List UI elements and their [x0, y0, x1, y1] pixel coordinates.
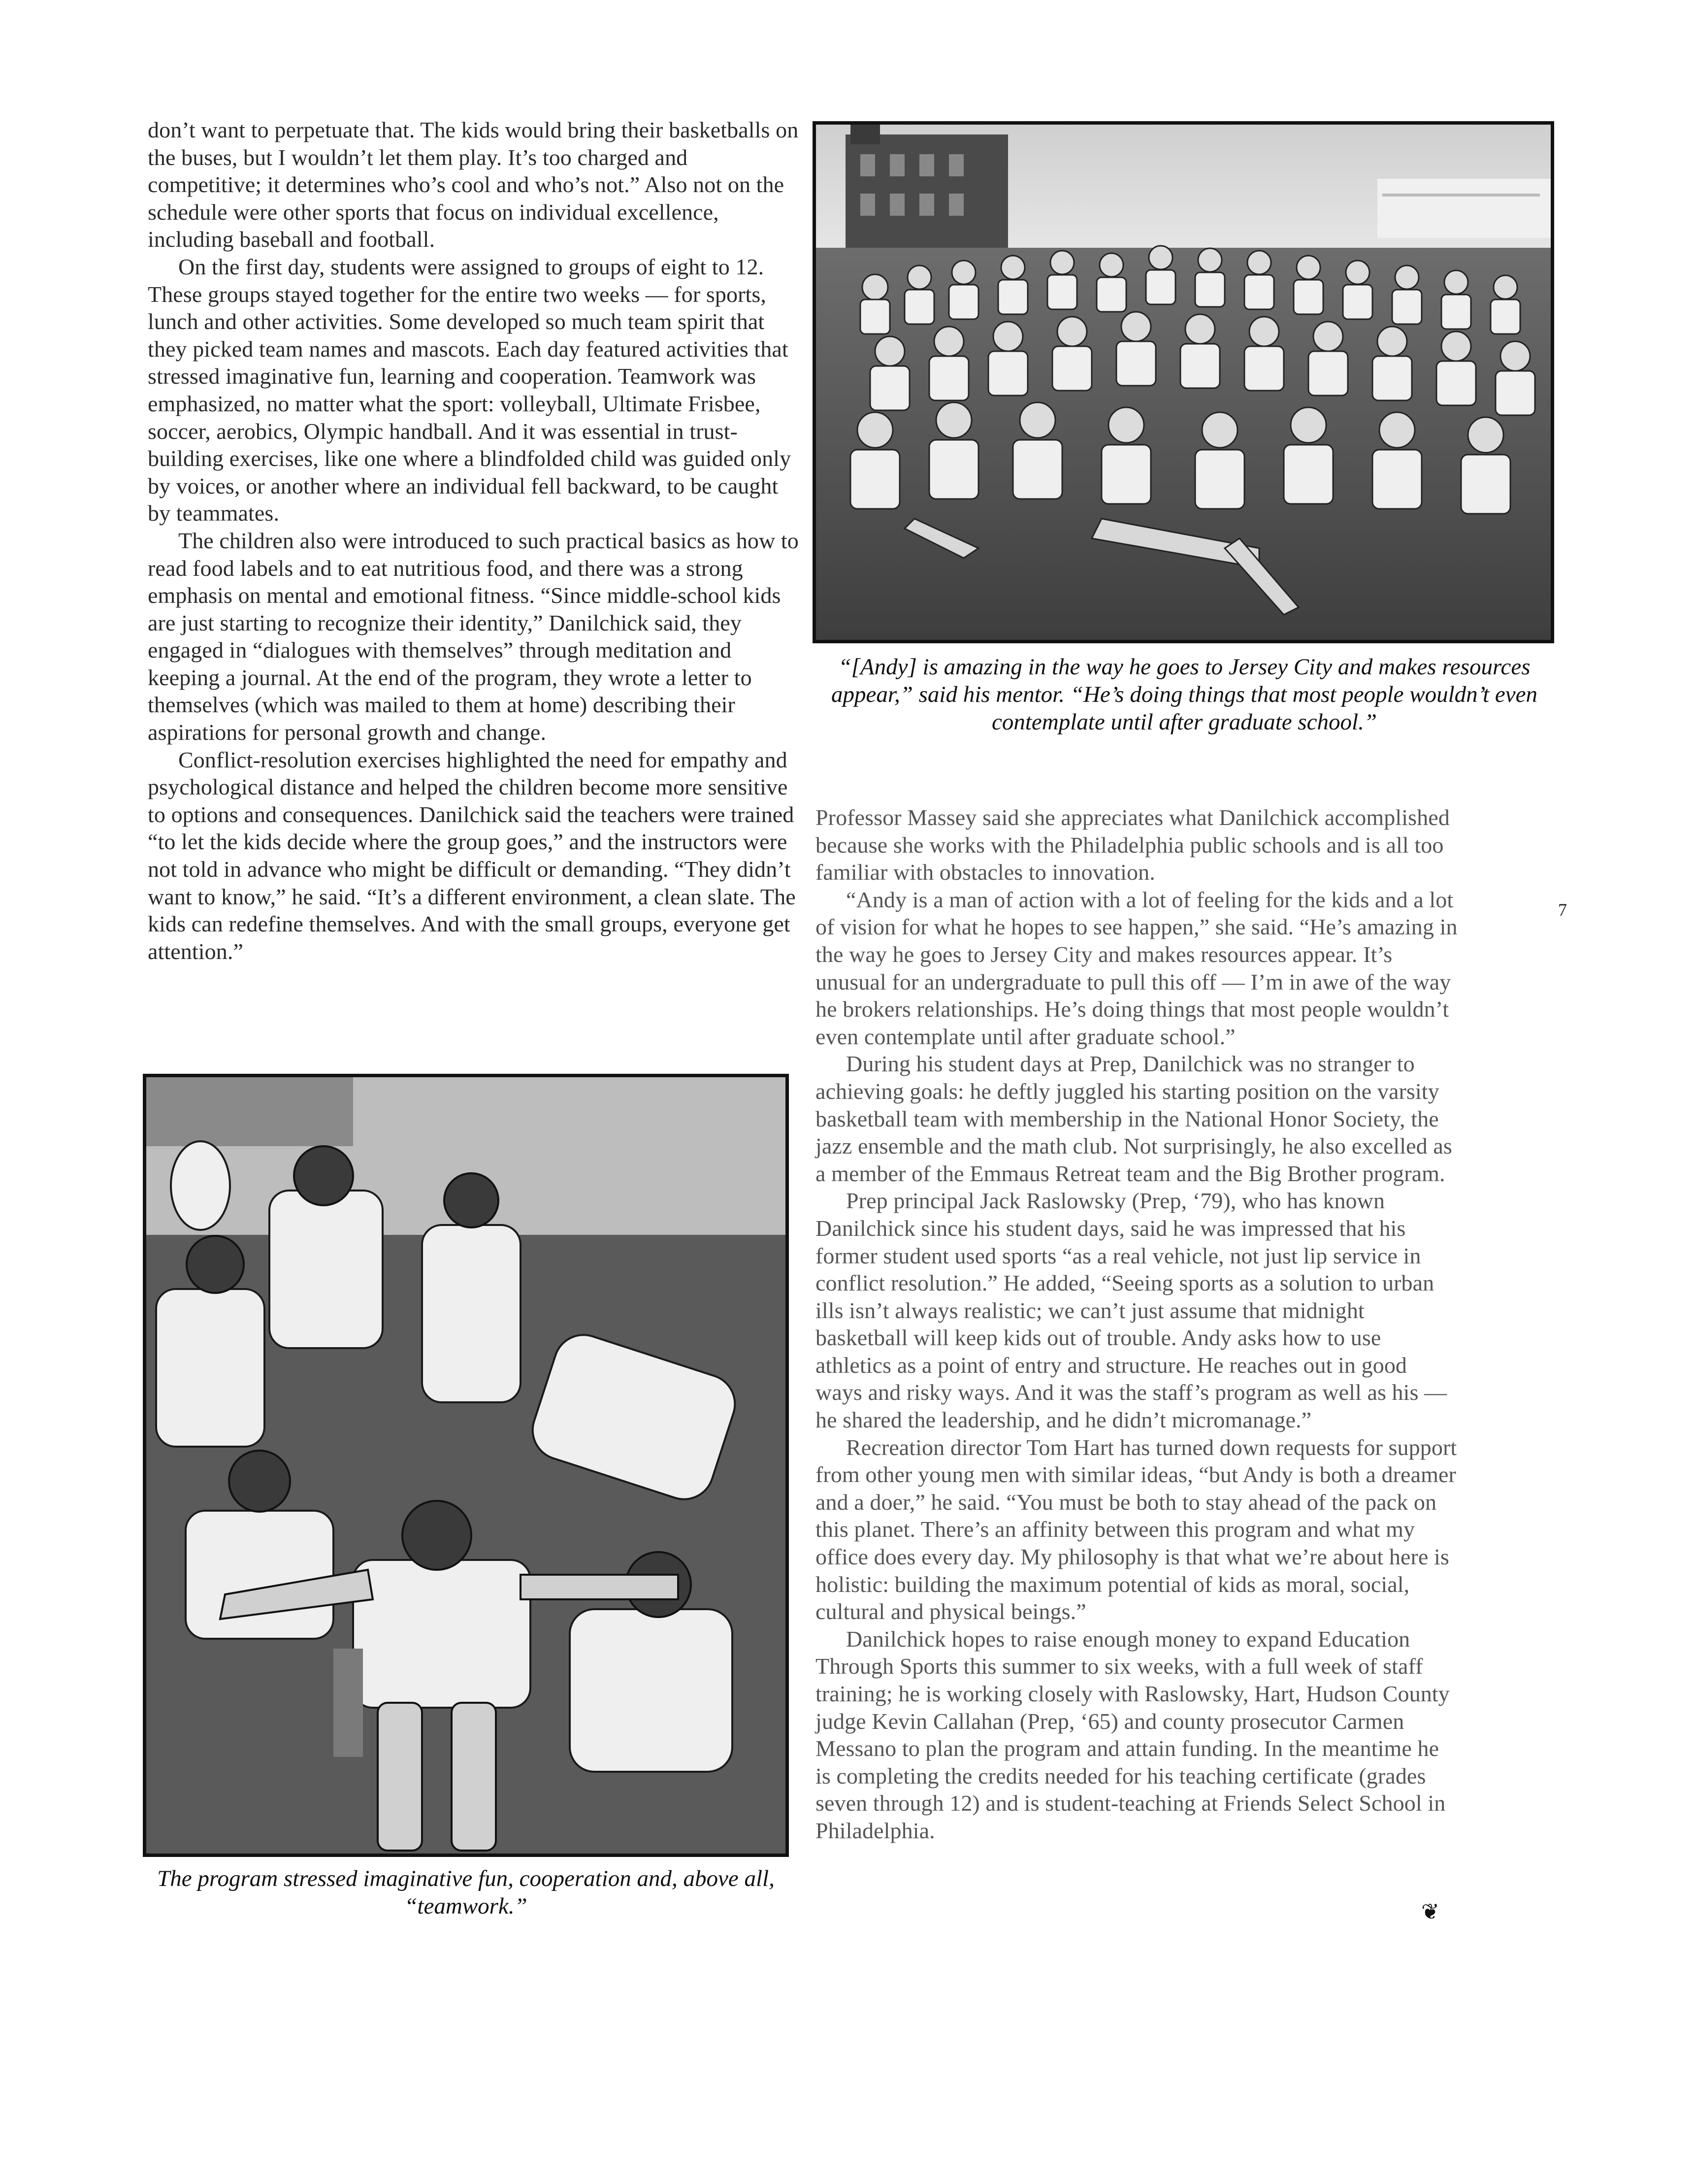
body-paragraph: don’t want to perpetuate that. The kids would bring their basketballs on the buses, but I wouldn’t let them play. It’s too charged and competitive; it determines who’s cool and who’s not.” Also not on the schedule were other sports that focus on individual excellence, including baseball and football. [148, 117, 799, 252]
body-paragraph: Professor Massey said she appreciates what Danilchick accomplished because she works with the Philadelphia public schools and is all too familiar with obstacles to innovation. [815, 805, 1450, 885]
left-text-column [148, 116, 803, 965]
body-paragraph: Recreation director Tom Hart has turned down requests for support from other young men with similar ideas, “but Andy is both a dreamer and a doer,” he said. “You must be both to stay ahead of the pack on this planet. There’s an affinity between this program and what my office does every day. My philosophy is that what we’re about here is holistic: building the maximum potential of kids as moral, social, cultural and physical beings.” [815, 1434, 1457, 1624]
bottom-photo-caption: The program stressed imaginative fun, cooperation and, above all, “teamwork.” [157, 1866, 775, 1919]
top-photo-caption: “[Andy] is amazing in the way he goes to Jersey City and makes resources appear,” said his mentor. “He’s doing things that most people wouldn’t even contemplate until after graduate school.” [831, 654, 1537, 735]
teamwork-photo [143, 1074, 789, 1857]
body-paragraph: Prep principal Jack Raslowsky (Prep, ‘79), who has known Danilchick since his student days, said he was impressed that his former student used sports “as a real vehicle, not just lip service in conflict resolution.” He added, “Seeing sports as a solution to urban ills isn’t always realistic; we can’t just assume that midnight basketball will keep kids out of trouble. Andy asks how to use athletics as a point of entry and structure. He reaches out in good ways and risky ways. And it was the staff’s program as well as his — he shared the leadership, and he didn’t micromanage.” [815, 1188, 1447, 1433]
body-paragraph: The children also were introduced to such practical basics as how to read food labels and to eat nutritious food, and there was a strong emphasis on mental and emotional fitness. “Since middle-school kids are just starting to recognize their identity,” Danilchick said, they engaged in “dialogues with themselves” through meditation and keeping a journal. At the end of the program, they wrote a letter to themselves (which was mailed to them at home) describing their aspirations for personal growth and change. [148, 528, 799, 745]
body-paragraph: Danilchick hopes to raise enough money to expand Education Through Sports this summer to six weeks, with a full week of staff training; he is working closely with Raslowsky, Hart, Hudson County judge Kevin Callahan (Prep, ‘65) and county prosecutor Carmen Messano to plan the program and attain funding. In the meantime he is completing the credits needed for his teaching certificate (grades seven through 12) and is student-teaching at Friends Select School in Philadelphia. [815, 1626, 1450, 1843]
body-paragraph: “Andy is a man of action with a lot of feeling for the kids and a lot of vision for what he hopes to see happen,” she said. “He’s amazing in the way he goes to Jersey City and makes resources appear. It’s unusual for an undergraduate to pull this off — I’m in awe of the way he brokers relationships. He’s doing things that most people wouldn’t even contemplate until after graduate school.” [815, 887, 1458, 1049]
group-photo [813, 121, 1554, 643]
body-paragraph: On the first day, students were assigned to groups of eight to 12. These groups stayed together for the entire two weeks — for sports, lunch and other activities. Some developed so much team spirit that they picked team names and mascots. Each day featured activities that stressed imaginative fun, learning and cooperation. Teamwork was emphasized, no matter what the sport: volleyball, Ultimate Frisbee, soccer, aerobics, Olympic handball. And it was essential in trust-building exercises, like one where a blindfolded child was guided only by voices, or another where an individual fell backward, to be caught by teammates. [148, 254, 791, 526]
right-text-column [815, 804, 1459, 1845]
body-paragraph: Conflict-resolution exercises highlighted the need for empathy and psychological distance and helped the children become more sensitive to options and consequences. Danilchick said the teachers were trained “to let the kids decide where the group goes,” and the instructors were not told in advance who might be difficult or demanding. “They didn’t want to know,” he said. “It’s a different environment, a clean slate. The kids can redefine themselves. And with the small groups, everyone get attention.” [148, 747, 796, 964]
body-paragraph: During his student days at Prep, Danilchick was no stranger to achieving goals: he deftly juggled his starting position on the varsity basketball team with membership in the National Honor Society, the jazz ensemble and the math club. Not surprisingly, he also excelled as a member of the Emmaus Retreat team and the Big Brother program. [815, 1051, 1452, 1186]
end-of-article-mark: ❦ [1421, 1900, 1439, 1924]
teamwork-photo-illustration [146, 1077, 785, 1853]
page-number: 7 [1558, 900, 1567, 920]
group-photo-illustration [816, 125, 1551, 640]
